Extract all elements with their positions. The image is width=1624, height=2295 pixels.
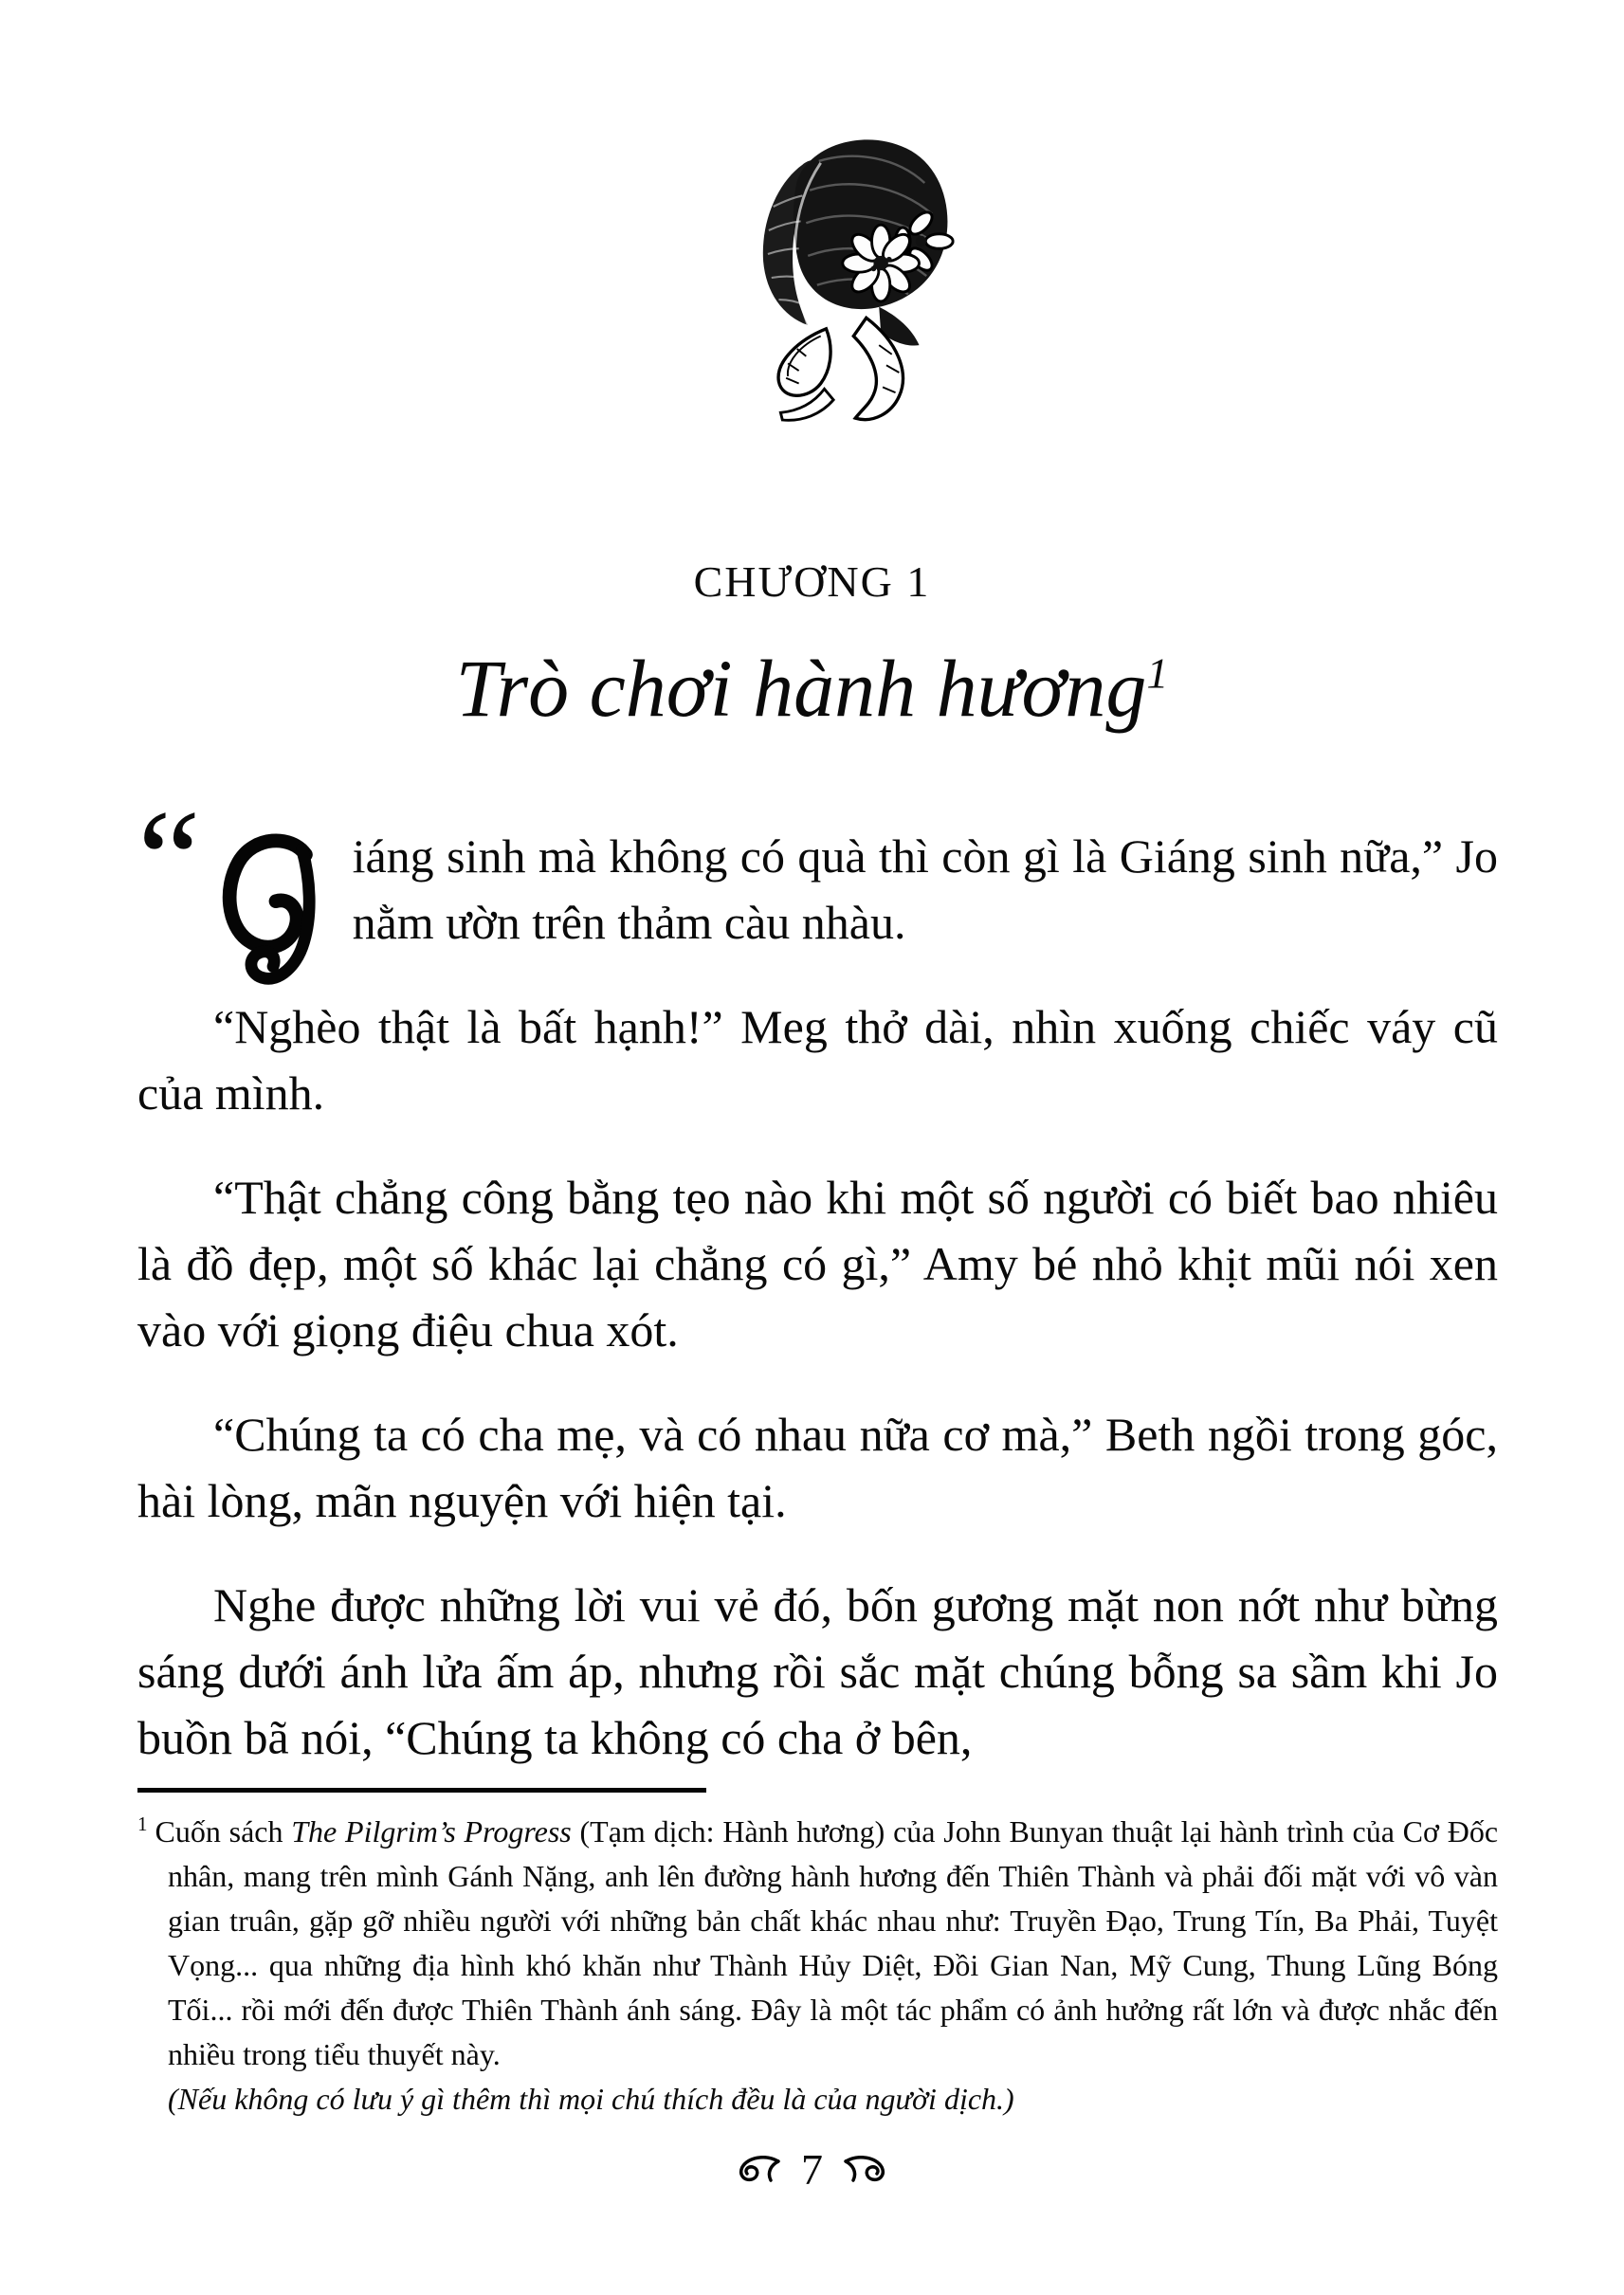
paragraph-3: “Thật chẳng công bằng tẹo nào khi một số người có biết bao nhiêu là đồ đẹp, một số khác lại chẳng có gì,” Amy bé nhỏ khịt mũi nói xen vào với giọng điệu chua xót. xyxy=(137,1170,1498,1357)
footnote-text-1: Cuốn sách xyxy=(155,1813,292,1849)
body-text xyxy=(0,780,1624,1771)
footnote xyxy=(0,1810,1624,2122)
chapter-title-text: Trò chơi hành hương xyxy=(455,643,1147,734)
fleuron-right-icon xyxy=(842,2156,887,2184)
opening-quote: “ xyxy=(137,780,195,938)
chapter-label: CHƯƠNG 1 xyxy=(693,557,931,606)
footnote-marker: 1 xyxy=(137,1812,148,1836)
illustration-row xyxy=(0,0,1624,426)
footnote-separator xyxy=(137,1788,706,1793)
fleuron-left-icon xyxy=(737,2156,782,2184)
footnote-body xyxy=(137,1810,1498,2122)
bonnet-illustration xyxy=(719,106,956,426)
book-title-italic: The Pilgrim’s Progress xyxy=(291,1813,572,1849)
drop-cap-letter-g xyxy=(220,829,332,992)
footnote-translator-note: (Nếu không có lưu ý gì thêm thì mọi chú thích đều là của người dịch.) xyxy=(168,2081,1014,2116)
flower-front xyxy=(842,225,919,301)
paragraph-1-text: iáng sinh mà không có quà thì còn gì là Giáng sinh nữa,” Jo nằm ườn trên thảm càu nhàu. xyxy=(352,829,1498,949)
footnote-reference: 1 xyxy=(1146,648,1169,698)
paragraph-2: “Nghèo thật là bất hạnh!” Meg thở dài, nhìn xuống chiếc váy cũ của mình. xyxy=(137,999,1498,1120)
drop-cap-group xyxy=(137,780,332,957)
paragraph-4: “Chúng ta có cha mẹ, và có nhau nữa cơ mà,” Beth ngồi trong góc, hài lòng, mãn nguyện với hiện tại. xyxy=(137,1407,1498,1527)
chapter-title xyxy=(0,642,1624,736)
ribbon-loop xyxy=(778,329,830,395)
paragraph-5: Nghe được những lời vui vẻ đó, bốn gương mặt non nớt như bừng sáng dưới ánh lửa ấm áp, nhưng rồi sắc mặt chúng bỗng sa sầm khi Jo buồn bã nói, “Chúng ta không có cha ở bên, xyxy=(137,1577,1498,1764)
paragraph-1 xyxy=(137,780,1498,956)
page-footer xyxy=(0,2144,1624,2194)
page-number: 7 xyxy=(801,2144,823,2194)
footnote-text-2: (Tạm dịch: Hành hương) của John Bunyan thuật lại hành trình của Cơ Đốc nhân, mang trên mình Gánh Nặng, anh lên đường hành hương đến Thiên Thành và phải đối mặt với vô vàn gian truân, gặp gỡ nhiều người với những bản chất khác nhau như: Truyền Đạo, Trung Tín, Ba Phải, Tuyệt Vọng... qua những địa hình khó khăn như Thành Hủy Diệt, Đồi Gian Nan, Mỹ Cung, Thung Lũng Bóng Tối... rồi mới đến được Thiên Thành ánh sáng. Đây là một tác phẩm có ảnh hưởng rất lớn và được nhắc đến nhiều trong tiểu thuyết này. xyxy=(168,1813,1499,2071)
